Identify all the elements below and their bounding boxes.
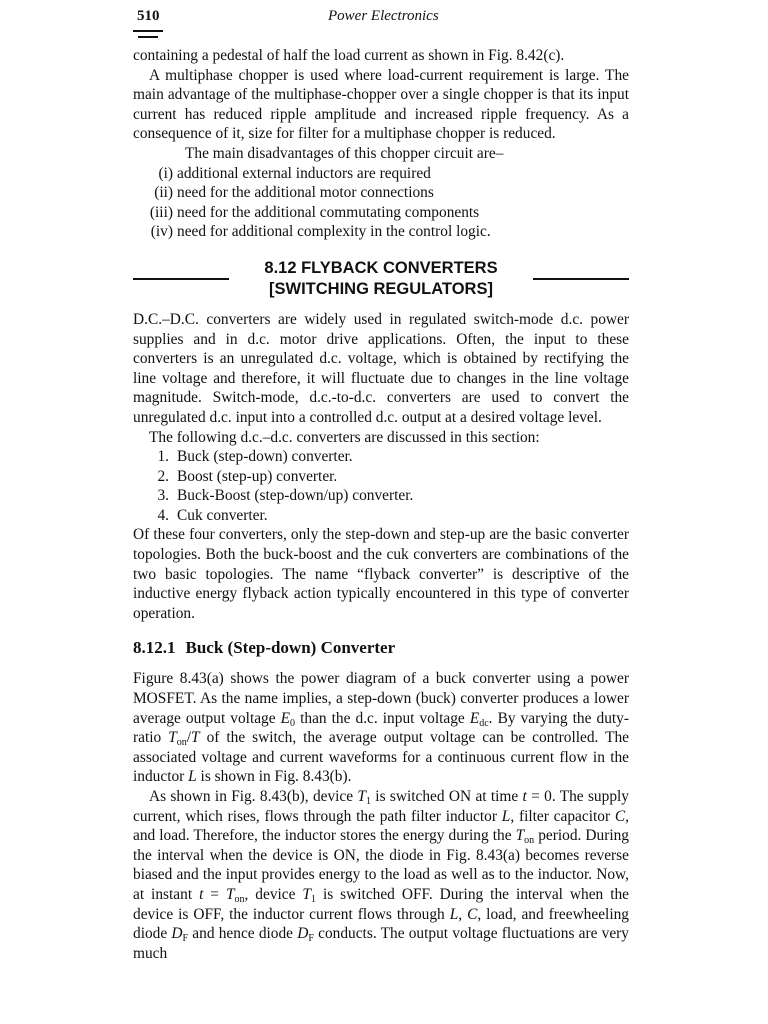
section-title	[264, 258, 497, 300]
list-item-text: Buck (step-down) converter.	[177, 448, 353, 466]
text-run: , device	[244, 885, 303, 903]
symbol: T	[168, 729, 177, 747]
page-body	[133, 46, 629, 963]
text-run: , and load. Therefore, the inductor stores the energy during the	[133, 807, 629, 845]
list-marker: (iii)	[149, 203, 173, 221]
list-item	[133, 467, 629, 487]
symbol: L	[449, 905, 459, 923]
text-run: , filter capacitor	[510, 807, 615, 825]
list-item	[133, 222, 629, 242]
section-summary-paragraph: Of these four converters, only the step-down and step-up are the basic converter topologies. Both the buck-boost and the cuk converters are combinations of the two basic topologies. The name “flyback converter” is descriptive of the inductive energy flyback action typically encountered in this type of converter operation.	[133, 526, 629, 622]
symbol: T	[302, 885, 311, 903]
continuation-paragraph: containing a pedestal of half the load current as shown in Fig. 8.42(c).	[133, 47, 565, 64]
text-run: =	[203, 885, 226, 903]
list-item	[133, 447, 629, 467]
section-title-line-1: 8.12 FLYBACK CONVERTERS	[264, 258, 498, 277]
symbol: E	[280, 709, 291, 727]
text-run: of the switch, the average output voltage can be controlled. The associated voltage and current waveforms for a continuous current flow in the inductor	[133, 729, 629, 786]
buck-paragraph-1	[133, 669, 629, 787]
buck-paragraph-2	[133, 787, 629, 963]
section-intro-paragraph: D.C.–D.C. converters are widely used in regulated switch-mode d.c. power supplies and in d.c. motor drive applications. Often, the input to these converters is an unregulated d.c. voltage, which is obtained by rectifying the line voltage and therefore, it will fluctuate due to changes in the line voltage magnitude. Switch-mode, d.c.-to-d.c. converters are used to convert the unregulated d.c. input into a controlled d.c. output at a desired voltage level.	[133, 310, 629, 426]
subsection-heading	[133, 637, 629, 659]
symbol: T	[515, 827, 525, 845]
symbol: C	[614, 807, 626, 825]
list-item-text: Boost (step-up) converter.	[177, 467, 338, 485]
heading-rule-left	[133, 278, 229, 280]
subscript: dc	[479, 717, 489, 729]
section-title-line-2: [SWITCHING REGULATORS]	[269, 279, 493, 298]
symbol: T	[225, 885, 235, 903]
subscript: 1	[365, 796, 371, 807]
list-marker: 4.	[157, 506, 169, 524]
text-run: Figure 8.43(a) shows the power diagram of a buck converter using a power MOSFET. As the name implies, a step-down (buck) converter produces a lower average output voltage	[133, 670, 629, 727]
subscript: 1	[310, 893, 316, 905]
list-item	[133, 486, 629, 506]
converters-list-intro: The following d.c.–d.c. converters are discussed in this section:	[149, 428, 540, 446]
subscript: on	[524, 835, 535, 847]
list-item-text: need for additional complexity in the control logic.	[177, 223, 491, 241]
list-marker: 1.	[157, 448, 169, 466]
list-item	[133, 506, 629, 526]
subscript: F	[308, 933, 314, 945]
text-run: As shown in Fig. 8.43(b), device	[149, 788, 358, 805]
symbol: T	[357, 788, 366, 805]
text-run: ,	[458, 905, 468, 923]
text-run: is switched ON at time	[370, 788, 523, 805]
list-item	[133, 203, 629, 223]
list-item-text: need for the additional motor connections	[177, 184, 434, 202]
text-run: , load, and freewheeling diode	[133, 905, 629, 943]
page-header	[133, 8, 629, 30]
heading-rule-right	[533, 278, 629, 280]
symbol: E	[469, 709, 480, 727]
symbol: D	[171, 925, 183, 943]
text-run: = 0. The supply current, which rises, flows through the path filter inductor	[133, 788, 629, 825]
symbol: t	[522, 788, 527, 805]
multiphase-paragraph: A multiphase chopper is used where load-current requirement is large. The main advantage of the multiphase-chopper over a single chopper is that its input current has reduced ripple amplitude and increased ripple frequency. As a consequence of it, size for filter for a multiphase chopper is reduced.	[133, 66, 629, 143]
symbol: L	[501, 807, 511, 825]
subscript: F	[182, 933, 189, 945]
text-run: and hence diode	[188, 925, 298, 943]
running-title: Power Electronics	[328, 8, 439, 24]
list-item	[133, 164, 629, 184]
page-number-ornament	[133, 30, 163, 42]
page-number: 510	[137, 8, 160, 24]
section-heading	[133, 258, 629, 300]
symbol: T	[191, 729, 200, 747]
text-run: conducts. The output voltage fluctuations are very much	[133, 925, 629, 962]
list-item	[133, 183, 629, 203]
text-run: is shown in Fig. 8.43(b).	[196, 768, 352, 786]
list-marker: 2.	[157, 467, 169, 485]
list-marker: (iv)	[150, 223, 173, 241]
disadvantages-intro: The main disadvantages of this chopper circuit are–	[185, 144, 504, 162]
text-run: . By varying the duty-ratio	[133, 709, 629, 747]
converters-list	[133, 447, 629, 525]
disadvantages-list	[133, 164, 629, 242]
subscript: on	[176, 737, 187, 749]
list-marker: (i)	[158, 164, 173, 182]
subsection-title: Buck (Step-down) Converter	[185, 638, 396, 658]
symbol: C	[467, 905, 478, 923]
list-item-text: Buck-Boost (step-down/up) converter.	[177, 487, 414, 505]
list-marker: (ii)	[154, 184, 173, 202]
text-run: period. During the interval when the device is ON, the diode in Fig. 8.43(a) becomes reverse biased and the input provides energy to the load as well as to the inductor. Now, at instant	[133, 827, 630, 903]
list-marker: 3.	[157, 487, 169, 505]
subsection-number: 8.12.1	[133, 638, 176, 658]
text-run: /	[186, 729, 192, 747]
symbol: L	[188, 768, 197, 786]
list-item-text: need for the additional commutating components	[177, 203, 480, 221]
list-item-text: additional external inductors are required	[177, 164, 431, 182]
text-run: is switched OFF. During the interval when the device is OFF, the inductor current flows through	[133, 885, 629, 923]
subscript: 0	[290, 717, 296, 729]
text-run: than the d.c. input voltage	[295, 709, 470, 727]
list-item-text: Cuk converter.	[177, 506, 268, 524]
subscript: on	[234, 893, 245, 905]
symbol: D	[297, 925, 309, 943]
symbol: t	[199, 885, 204, 903]
